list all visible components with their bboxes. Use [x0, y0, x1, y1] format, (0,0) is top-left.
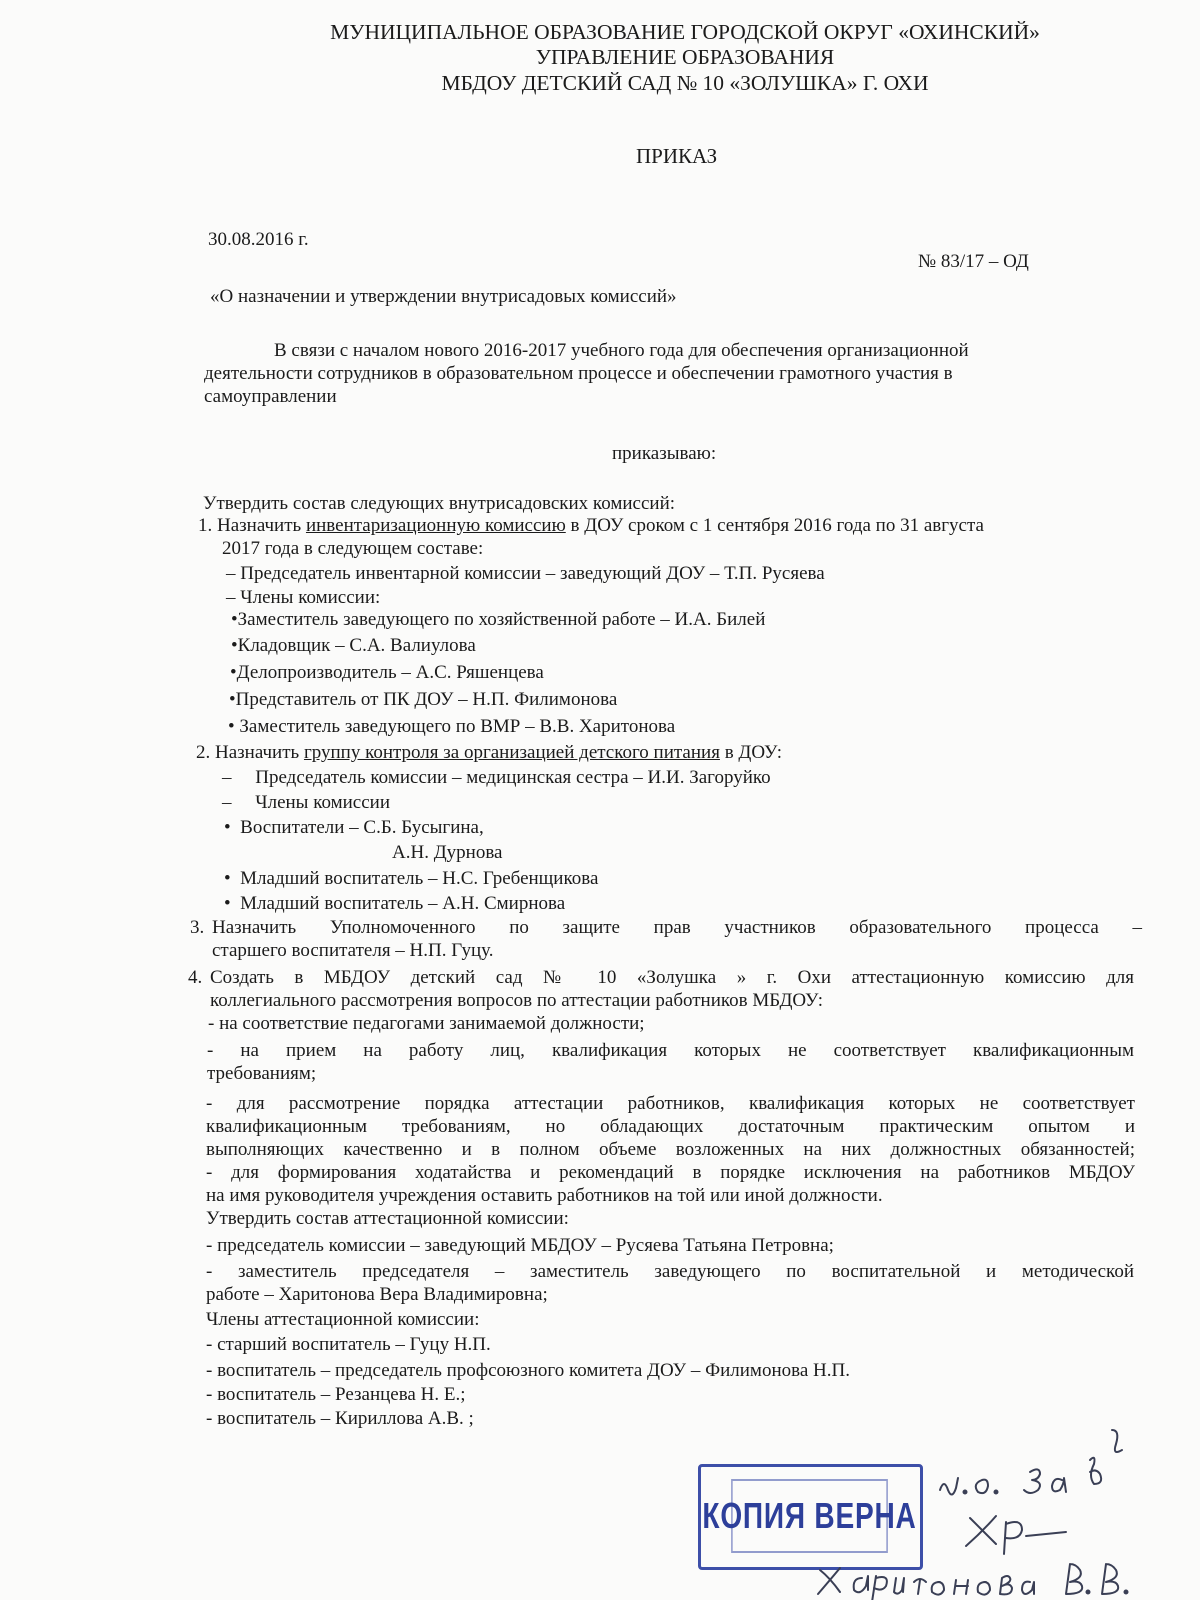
item-4-number: 4.: [188, 967, 203, 988]
item-3-line-2: старшего воспитателя – Н.П. Гуцу.: [212, 940, 494, 961]
item-1-member-5: Заместитель заведующего по ВМР – В.В. Харитонова: [239, 716, 676, 737]
preamble-line-1: В связи с началом нового 2016-2017 учебного года для обеспечения организационной: [274, 340, 969, 361]
item-2-chair-line: – Председатель комиссии – медицинская сестра – И.И. Загоруйко: [222, 767, 771, 788]
item-2-number: 2.: [196, 742, 211, 763]
handwritten-signature: [800, 1420, 1180, 1600]
item-1-number: 1.: [198, 515, 213, 536]
item-1-members-label: – Члены комиссии:: [226, 587, 381, 608]
header-line-2: УПРАВЛЕНИЕ ОБРАЗОВАНИЯ: [535, 45, 835, 69]
item-4-line-2: коллегиального рассмотрения вопросов по аттестации работников МБДОУ:: [210, 990, 824, 1011]
item-3-line-1: Назначить Уполномоченного по защите прав участников образовательного процесса –: [212, 917, 1142, 938]
order-date: 30.08.2016 г.: [208, 229, 309, 250]
item-2-members-line: – Члены комиссии: [222, 792, 390, 813]
item-2-post: в ДОУ:: [719, 742, 783, 763]
item-1-member-2: Кладовщик – С.А. Валиулова: [237, 635, 476, 656]
item-4-line-4: - на прием на работу лиц, квалификация которых не соответствует квалификационным: [207, 1040, 1134, 1061]
item-1-member-1: Заместитель заведующего по хозяйственной работе – И.А. Билей: [237, 609, 766, 630]
item-1: [198, 515, 984, 537]
item-4-line-10: на имя руководителя учреждения оставить работников на той или иной должности.: [206, 1185, 883, 1206]
item-1-underlined: инвентаризационную комиссию: [305, 515, 566, 536]
header-line-1: МУНИЦИПАЛЬНОЕ ОБРАЗОВАНИЕ ГОРОДСКОЙ ОКРУГ «ОХИНСКИЙ»: [330, 20, 1040, 44]
item-3-number: 3.: [190, 917, 205, 938]
document-type: ПРИКАЗ: [636, 144, 718, 168]
item-4-line-17: - воспитатель – председатель профсоюзного комитета ДОУ – Филимонова Н.П.: [206, 1360, 850, 1381]
item-1-member-3: Делопроизводитель – А.С. Ряшенцева: [236, 662, 544, 683]
order-subject: «О назначении и утверждении внутрисадовых комиссий»: [210, 286, 677, 307]
item-2-member-1: Воспитатели – С.Б. Бусыгина,: [240, 817, 484, 838]
item-2-chair: Председатель комиссии – медицинская сестра – И.И. Загоруйко: [255, 767, 771, 788]
order-word: приказываю:: [612, 443, 717, 464]
item-2-pre: Назначить: [215, 742, 304, 763]
copy-stamp-text: КОПИЯ ВЕРНА: [731, 1479, 888, 1553]
item-4-line-7: квалификационным требованиям, но обладающих достаточным практическим опытом и: [206, 1116, 1135, 1137]
item-4-line-18: - воспитатель – Резанцева Н. Е.;: [206, 1384, 466, 1405]
item-4-line-1: Создать в МБДОУ детский сад № 10 «Золушка » г. Охи аттестационную комиссию для: [210, 967, 1134, 988]
item-4-line-6: - для рассмотрение порядка аттестации работников, квалификация которых не соответствует: [206, 1093, 1135, 1114]
item-4-line-5: требованиям;: [207, 1063, 317, 1084]
approve-line: Утвердить состав следующих внутрисадовских комиссий:: [203, 493, 676, 514]
item-4-line-13: - заместитель председателя – заместитель заведующего по воспитательной и методической: [206, 1261, 1134, 1282]
item-4-line-11: Утвердить состав аттестационной комиссии:: [206, 1208, 569, 1229]
list-item: • Воспитатели – С.Б. Бусыгина,: [224, 817, 484, 838]
item-2-member-2: Младший воспитатель – Н.С. Гребенщикова: [240, 868, 599, 889]
item-4-line-8: выполняющих качественно и в полном объеме возложенных на них должностных обязанностей;: [206, 1139, 1135, 1160]
list-item: • Младший воспитатель – Н.С. Гребенщикова: [224, 868, 599, 889]
item-2-member-1b: А.Н. Дурнова: [392, 842, 503, 863]
preamble-line-2: деятельности сотрудников в образовательном процессе и обеспечении грамотного участия в: [204, 363, 953, 384]
item-4-line-15: Члены аттестационной комиссии:: [206, 1309, 480, 1330]
list-item: •Делопроизводитель – А.С. Ряшенцева: [230, 662, 544, 683]
item-4-line-14: работе – Харитонова Вера Владимировна;: [206, 1284, 548, 1305]
item-4-line-16: - старший воспитатель – Гуцу Н.П.: [206, 1334, 491, 1355]
order-number: № 83/17 – ОД: [918, 251, 1029, 272]
item-1-pre: Назначить: [217, 515, 306, 536]
list-item: •Представитель от ПК ДОУ – Н.П. Филимонова: [229, 689, 618, 710]
preamble-line-3: самоуправлении: [204, 386, 337, 407]
item-1-member-4: Представитель от ПК ДОУ – Н.П. Филимонова: [235, 689, 618, 710]
item-4-line-9: - для формирования ходатайства и рекомендаций в порядке исключения на работников МБДОУ: [206, 1162, 1135, 1183]
item-4-line-19: - воспитатель – Кириллова А.В. ;: [206, 1408, 474, 1429]
item-1-post: в ДОУ сроком с 1 сентября 2016 года по 31 августа: [565, 515, 984, 536]
item-2: [196, 742, 782, 764]
list-item: • Младший воспитатель – А.Н. Смирнова: [224, 893, 566, 914]
list-item: •Заместитель заведующего по хозяйственной работе – И.А. Билей: [231, 609, 766, 630]
item-2-underlined: группу контроля за организацией детского питания: [303, 742, 720, 763]
item-4-line-3: - на соответствие педагогами занимаемой должности;: [208, 1013, 645, 1034]
list-item: • Заместитель заведующего по ВМР – В.В. Харитонова: [228, 716, 676, 737]
item-2-member-3: Младший воспитатель – А.Н. Смирнова: [240, 893, 566, 914]
list-item: •Кладовщик – С.А. Валиулова: [231, 635, 476, 656]
item-2-members-label: Члены комиссии: [255, 792, 390, 813]
item-1-cont: 2017 года в следующем составе:: [222, 538, 484, 559]
item-1-chair: – Председатель инвентарной комиссии – заведующий ДОУ – Т.П. Русяева: [226, 563, 825, 584]
header-line-3: МБДОУ ДЕТСКИЙ САД № 10 «ЗОЛУШКА» Г. ОХИ: [441, 71, 929, 95]
item-4-line-12: - председатель комиссии – заведующий МБДОУ – Русяева Татьяна Петровна;: [206, 1235, 834, 1256]
